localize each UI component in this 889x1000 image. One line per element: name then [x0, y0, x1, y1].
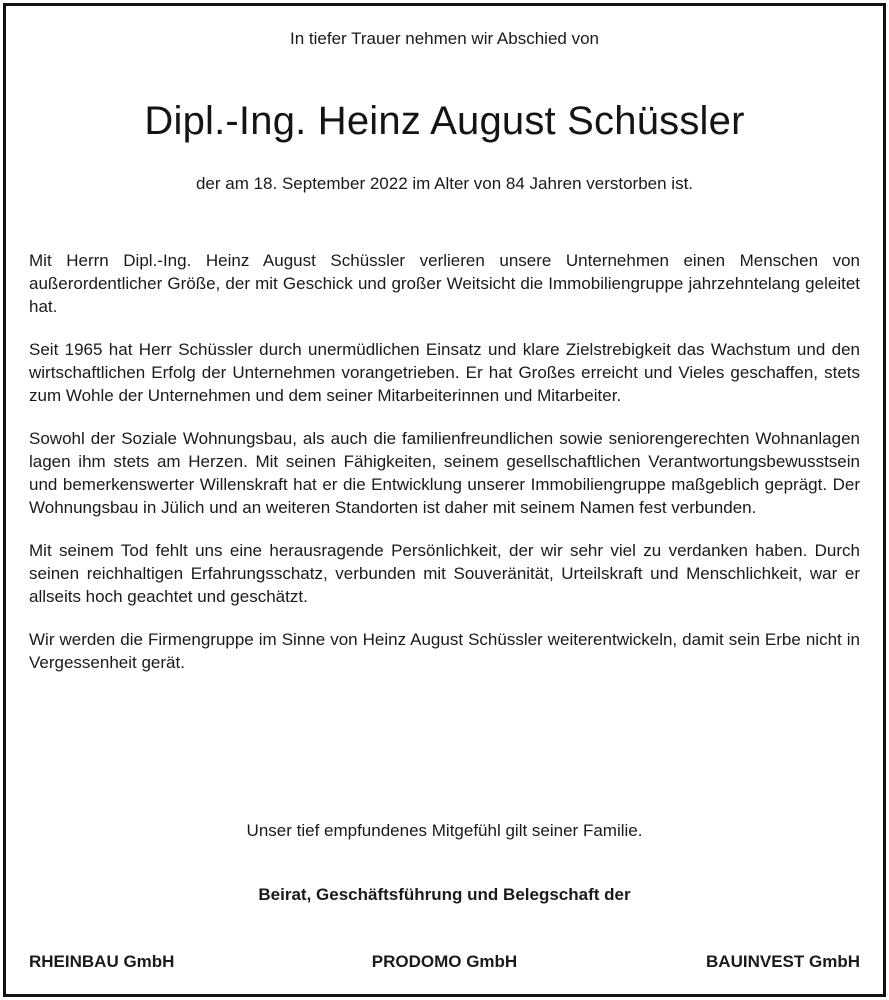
body-paragraph: Seit 1965 hat Herr Schüssler durch unermüdlichen Einsatz und klare Zielstrebigkeit das Wachstum und den wirtschaftlichen Erfolg der Unternehmen vorangetrieben. Er hat Großes erreicht und Vieles geschaffen, stets zum Wohle der Unternehmen und dem seiner Mitarbeiterinnen und Mitarbeiter. [29, 340, 860, 405]
signatories-line: Beirat, Geschäftsführung und Belegschaft der [258, 885, 631, 904]
deceased-name: Dipl.-Ing. Heinz August Schüssler [144, 99, 745, 143]
company-prodomo: PRODOMO GmbH [371, 952, 518, 971]
company-bauinvest: BAUINVEST GmbH [706, 952, 860, 971]
body-paragraph: Mit Herrn Dipl.-Ing. Heinz August Schüssler verlieren unsere Unternehmen einen Menschen von außerordentlicher Größe, der mit Geschick und großer Weitsicht die Immobiliengruppe jahrzehntelang geleitet hat. [29, 251, 860, 316]
body-paragraph: Mit seinem Tod fehlt uns eine herausragende Persönlichkeit, der wir sehr viel zu verdanken haben. Durch seinen reichhaltigen Erfahrungsschatz, verbunden mit Souveränität, Urteilskraft und Menschlichkeit, war er allseits hoch geachtet und geschätzt. [29, 541, 860, 606]
intro-line: In tiefer Trauer nehmen wir Abschied von [290, 29, 599, 48]
body-paragraph: Wir werden die Firmengruppe im Sinne von Heinz August Schüssler weiterentwickeln, damit sein Erbe nicht in Vergessenheit gerät. [29, 630, 860, 672]
company-rheinbau: RHEINBAU GmbH [29, 952, 175, 971]
death-date-line: der am 18. September 2022 im Alter von 84 Jahren verstorben ist. [195, 174, 694, 193]
condolence-line: Unser tief empfundenes Mitgefühl gilt seiner Familie. [246, 821, 643, 840]
obituary-body [29, 249, 860, 694]
body-paragraph: Sowohl der Soziale Wohnungsbau, als auch die familienfreundlichen sowie seniorengerechten Wohnanlagen lagen ihm stets am Herzen. Mit seinen Fähigkeiten, seinem gesellschaftlichen Verantwortungsbewusstsein und bemerkenswerter Willenskraft hat er die Entwicklung unserer Immobiliengruppe maßgeblich geprägt. Der Wohnungsbau in Jülich und an weiteren Standorten ist daher mit seinem Namen fest verbunden. [29, 429, 860, 517]
